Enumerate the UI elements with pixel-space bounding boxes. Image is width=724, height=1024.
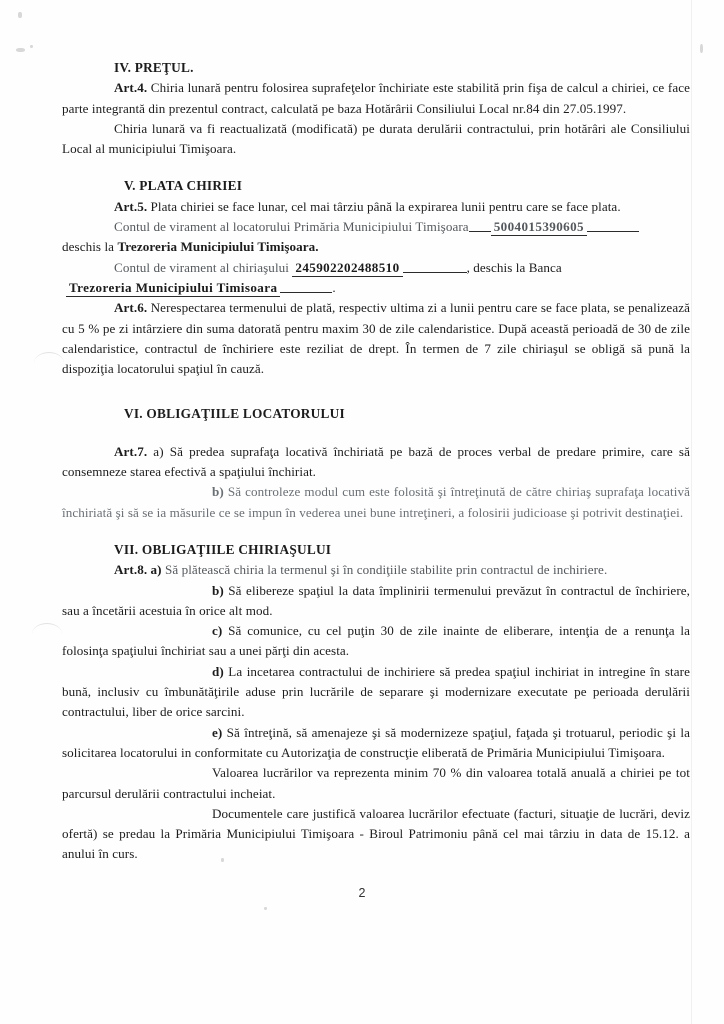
paragraph-art-8-c — [62, 621, 690, 662]
art-8-d-letter: d) — [212, 663, 224, 679]
account-tenant-middle: , deschis la Banca — [466, 259, 562, 275]
art-8-a-letter: a) — [147, 562, 162, 578]
paragraph-account-tenant-bank — [62, 278, 690, 298]
art-4-text: Chiria lunară pentru folosirea suprafeţelor închiriate este stabilită prin fişa de calcul a chiriei, ce face parte integrantă din prezentul contract, calculată pe baza Hotărârii Consiliului Local nr.84 din 27.05.1997. — [62, 80, 690, 116]
art-5-label: Art.5. — [114, 198, 148, 214]
paragraph-valoarea-lucrarilor — [62, 763, 690, 804]
account-tenant-trailing-rule — [403, 260, 467, 273]
heading-section-vi: VI. OBLIGAŢIILE LOCATORULUI — [124, 406, 345, 422]
art-7-b-letter: b) — [212, 484, 224, 500]
art-7-b-text: Să controleze modul cum este folosită şi întreţinută de către chiriaş suprafaţa locativă închiriată şi să se ia măsurile ce se impun în vederea unei bune intreţineri, a folosirii judicioase şi potrivit destinaţiei. — [62, 484, 690, 520]
document-body — [62, 58, 690, 865]
art-7-a-letter: a) — [147, 443, 164, 459]
art-6-label: Art.6. — [114, 300, 148, 316]
scan-edge-line — [691, 0, 692, 1024]
account-locator-trailing-rule — [587, 219, 639, 232]
account-locator-leader — [469, 219, 491, 232]
art-8-label: Art.8. — [114, 562, 148, 578]
scan-arc-artifact — [32, 623, 62, 634]
art-8-b-text: Să elibereze spaţiul la data împlinirii termenului prevăzut în contractul de închiriere, sau a încetării acestuia în orice alt mod. — [62, 582, 690, 618]
paragraph-art-4 — [62, 78, 690, 119]
art-6-text: Nerespectarea termenului de plată, respectiv ultima zi a lunii pentru care se face plata, se penalizează cu 5 % pe zi intârziere din suma datorată pentru maxim 30 de zile calendaristice. După această perioadă de 30 de zile calendaristice, contractul de închiriere este reziliat de drept. În termen de 7 zile chiriaşul se obligă să pună la dispoziţia locatorului spaţiul în cauză. — [62, 300, 690, 377]
account-tenant-terminator: . — [332, 279, 336, 295]
paragraph-art-8-d — [62, 662, 690, 723]
paragraph-art-7-a — [62, 442, 690, 483]
account-tenant-prefix: Contul de virament al chiriaşului — [114, 259, 290, 275]
paragraph-art-7-b — [62, 482, 690, 523]
paragraph-account-tenant — [62, 258, 690, 278]
account-locator-prefix: Contul de virament al locatorului Primăria Municipiului Timişoara — [114, 219, 469, 235]
paragraph-documentele — [62, 804, 690, 865]
scan-speck — [18, 12, 22, 18]
paragraph-art-8-b — [62, 581, 690, 622]
art-8-c-text: Să comunice, cu cel puţin 30 de zile inainte de eliberare, intenţia de a renunţa la folosinţa spaţiului închiriat sau a unei părţi din acesta. — [62, 623, 690, 659]
scan-speck — [700, 44, 703, 53]
heading-section-iv: IV. PREŢUL. — [114, 60, 194, 75]
art-8-c-letter: c) — [212, 623, 223, 639]
account-locator-suffix: deschis la — [62, 239, 118, 255]
account-tenant-bank-rule — [280, 280, 332, 293]
scan-speck — [264, 907, 267, 910]
scan-speck — [30, 45, 33, 48]
heading-section-v: V. PLATA CHIRIEI — [124, 178, 243, 194]
art-8-d-text: La incetarea contractului de inchiriere să predea spaţiul inchiriat in intregine în stare bună, inclusiv cu îmbunătăţirile aduse prin lucrările de separare şi modernizare executate pe perioada derulării contractului, liber de orice sarcini. — [62, 663, 690, 720]
documentele-text: Documentele care justifică valoarea lucrărilor efectuate (facturi, situaţie de lucrări, deviz ofertă) se predau la Primăria Municipiului Timişoara - Biroul Patrimoniu până cel mai târziu in data de 15.12. a anului în curs. — [62, 805, 690, 862]
account-locator-bank-name: Trezoreria Municipiului Timişoara. — [117, 239, 319, 255]
paragraph-art-8-e — [62, 723, 690, 764]
art-8-b-letter: b) — [212, 582, 224, 598]
scan-speck — [16, 48, 25, 52]
heading-section-vii: VII. OBLIGAŢIILE CHIRIAŞULUI — [114, 541, 332, 557]
valoarea-lucrarilor-text: Valoarea lucrărilor va reprezenta minim 70 % din valoarea totală anuală a chiriei pe tot parcursul derulării contractului incheiat. — [62, 765, 690, 801]
paragraph-art-8-a — [62, 560, 690, 580]
account-locator-value: 5004015390605 — [491, 219, 587, 236]
art-8-e-letter: e) — [212, 724, 223, 740]
paragraph-account-locator — [62, 217, 690, 237]
paragraph-art-4-continuation — [62, 119, 690, 160]
art-5-text: Plata chiriei se face lunar, cel mai târziu până la expirarea lunii pentru care se face plata. — [147, 198, 621, 214]
account-tenant-value: 245902202488510 — [292, 260, 402, 277]
account-tenant-bank-name: Trezoreria Municipiului Timisoara — [66, 280, 280, 297]
paragraph-art-5 — [62, 197, 690, 217]
art-7-label: Art.7. — [114, 443, 148, 459]
art-8-a-text: Să plătească chiria la termenul şi în condiţiile stabilite prin contractul de inchiriere. — [161, 562, 608, 578]
paragraph-art-6 — [62, 298, 690, 379]
art-7-a-text: Să predea suprafaţa locativă închiriată pe bază de proces verbal de predare primire, care să consemneze starea efectivă a spaţiului închiriat. — [62, 443, 690, 480]
art-4-label: Art.4. — [114, 80, 148, 96]
scan-arc-artifact — [34, 352, 64, 363]
art-4-continuation-text: Chiria lunară va fi reactualizată (modificată) pe durata derulării contractului, prin hotărâri ale Consiliului Local al municipiului Timişoara. — [62, 120, 690, 157]
art-8-e-text: Să întreţină, să amenajeze şi să modernizeze spaţiul, faţada şi trotuarul, periodic şi la solicitarea locatorului in conformitate cu Autorizaţia de construcţie eliberată de Primăria Municipiului Timişoara. — [62, 724, 690, 760]
page-number: 2 — [358, 886, 366, 900]
paragraph-account-locator-bank — [62, 237, 690, 257]
